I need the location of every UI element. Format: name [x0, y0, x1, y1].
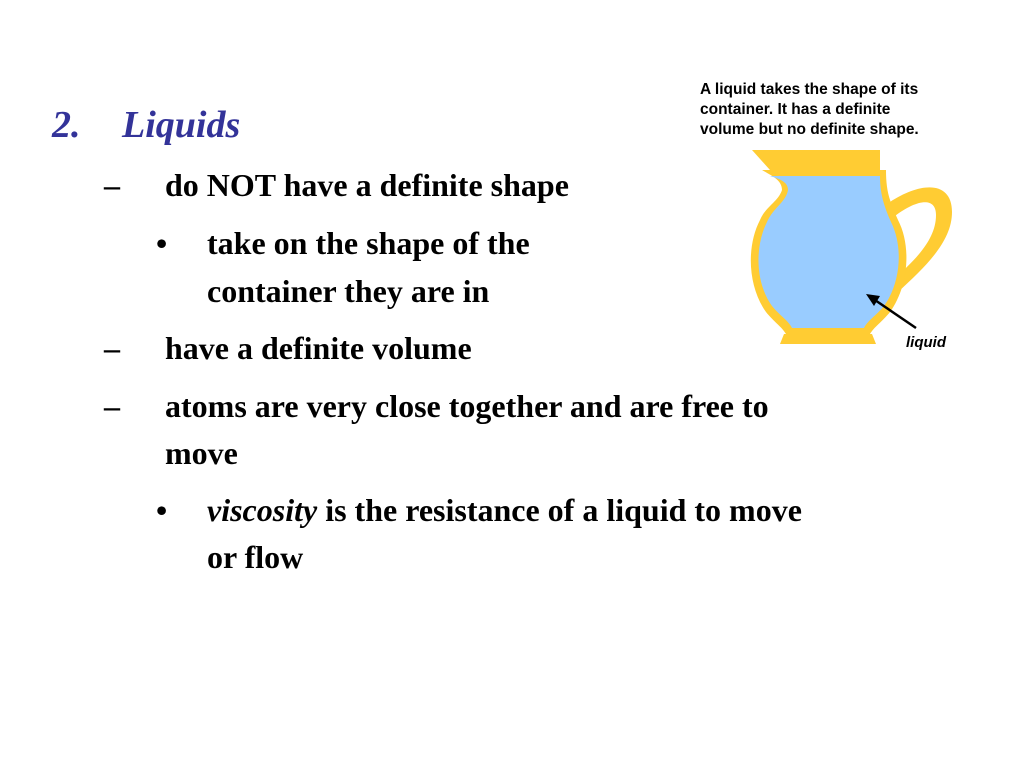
dot-bullet: •: [156, 492, 168, 528]
heading-title: Liquids: [122, 104, 241, 146]
point-definite-volume: have a definite volume: [165, 330, 472, 366]
liquid-label: liquid: [906, 334, 946, 351]
viscosity-definition: is the resistance of a liquid to move: [317, 492, 802, 528]
pitcher-rim: [752, 150, 880, 170]
heading-number: 2.: [52, 104, 81, 146]
subpoint-viscosity-line-2: or flow: [207, 539, 304, 575]
dot-bullet: •: [156, 225, 168, 261]
point-no-definite-shape: do NOT have a definite shape: [165, 167, 569, 203]
subpoint-viscosity-line-1: [207, 487, 802, 533]
viscosity-term: viscosity: [207, 492, 318, 528]
pitcher-base: [780, 334, 876, 344]
subpoint-shape-line-1: take on the shape of the: [207, 225, 530, 261]
dash-bullet: –: [104, 330, 120, 366]
subpoint-shape-line-2: container they are in: [207, 273, 490, 309]
point-atoms-line-1: atoms are very close together and are free to: [165, 388, 769, 424]
point-atoms-line-2: move: [165, 435, 238, 471]
dash-bullet: –: [104, 388, 120, 424]
figure-caption: A liquid takes the shape of its container. It has a definite volume but no definite shape.: [700, 81, 919, 138]
section-heading: [52, 100, 240, 150]
dash-bullet: –: [104, 167, 120, 203]
